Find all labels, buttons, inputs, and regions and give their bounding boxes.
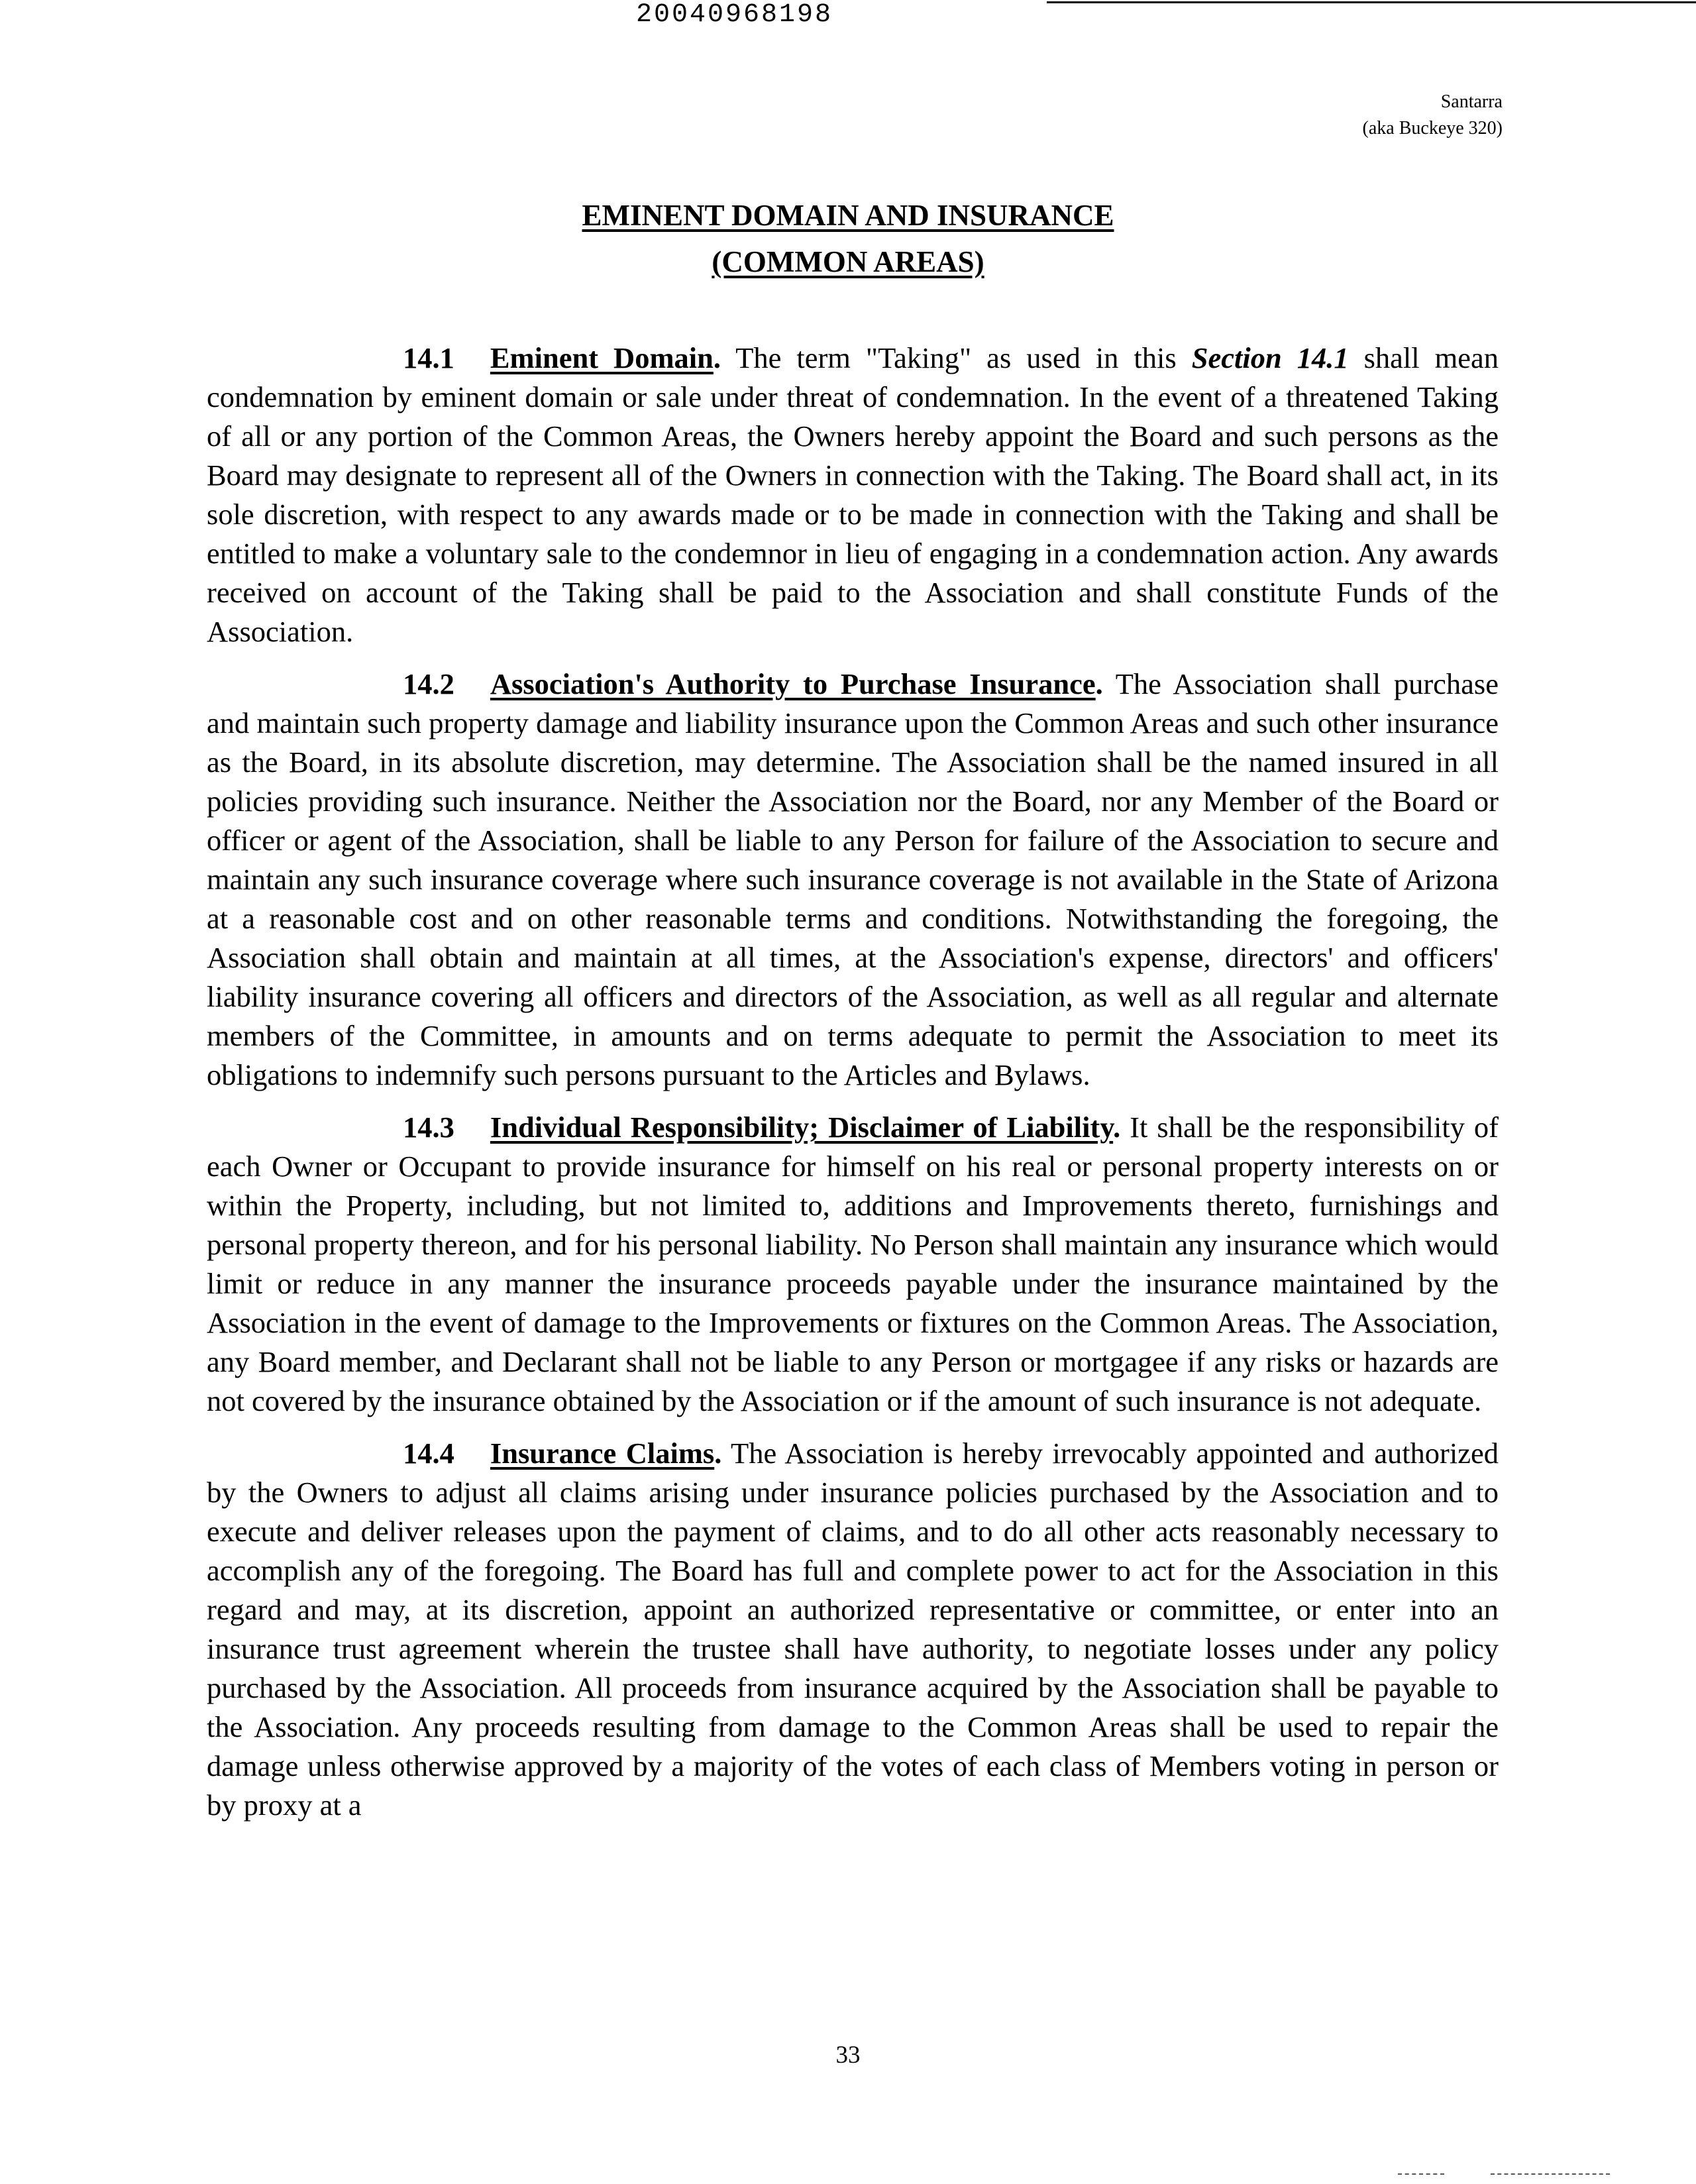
section-14-3: 14.3 Individual Responsibility; Disclaimer of Liability. It shall be the responsibility of each Owner or Occupant to provide insurance for himself on his real or personal property interests on or within the Property, including, but not limited to, additions and Improvements thereto, furnishings and personal property thereon, and for his personal liability. No Person shall maintain any insurance which would limit or reduce in any manner the insurance proceeds payable under the insurance maintained by the Association in the event of damage to the Improvements or fixtures on the Common Areas. The Association, any Board member, and Declarant shall not be liable to any Person or mortgagee if any risks or hazards are not covered by the insurance obtained by the Association or if the amount of such insurance is not adequate. <box>207 1111 1499 1417</box>
section-14-4: 14.4 Insurance Claims. The Association is hereby irrevocably appointed and authorized by the Owners to adjust all claims arising under insurance policies purchased by the Association and to execute and deliver releases upon the payment of claims, and to do all other acts reasonably necessary to accomplish any of the foregoing. The Board has full and complete power to act for the Association in this regard and may, at its discretion, appoint an authorized representative or committee, or enter into an insurance trust agreement wherein the trustee shall have authority, to negotiate losses under any policy purchased by the Association. All proceeds from insurance acquired by the Association shall be payable to the Association. Any proceeds resulting from damage to the Common Areas shall be used to repair the damage unless otherwise approved by a majority of the votes of each class of Members voting in person or by proxy at a <box>207 1437 1499 1822</box>
section-14-1: 14.1 Eminent Domain. The term "Taking" as used in this Section 14.1 shall mean condemnation by eminent domain or sale under threat of condemnation. In the event of a threatened Taking of all or any portion of the Common Areas, the Owners hereby appoint the Board and such persons as the Board may designate to represent all of the Owners in connection with the Taking. The Board shall act, in its sole discretion, with respect to any awards made or to be made in connection with the Taking and shall be entitled to make a voluntary sale to the condemnor in lieu of engaging in a condemnation action. Any awards received on account of the Taking shall be paid to the Association and shall constitute Funds of the Association. <box>207 341 1499 648</box>
top-rule-line <box>1047 1 1696 3</box>
article-title-line-2: (COMMON AREAS) <box>712 245 984 278</box>
section-number: 14.2 <box>403 667 454 700</box>
running-header <box>1363 89 1503 142</box>
section-text: The term "Taking" as used in this <box>721 341 1192 374</box>
section-cross-reference: Section 14.1 <box>1191 341 1349 374</box>
header-project-alias: (aka Buckeye 320) <box>1362 118 1503 138</box>
document-body <box>207 339 1499 1838</box>
section-text: shall mean condemnation by eminent domain or sale under threat of condemnation. In the event of a threatened Taking of all or any portion of the Common Areas, the Owners hereby appoint the Board and such persons as the Board may designate to represent all of the Owners in connection with the Taking. The Board shall act, in its sole discretion, with respect to any awards made or to be made in connection with the Taking and shall be entitled to make a voluntary sale to the condemnor in lieu of engaging in a condemnation action. Any awards received on account of the Taking shall be paid to the Association and shall constitute Funds of the Association. <box>207 341 1499 648</box>
section-heading: Association's Authority to Purchase Insurance <box>490 667 1096 700</box>
article-title <box>0 192 1696 285</box>
article-title-line-1: EMINENT DOMAIN AND INSURANCE <box>582 199 1114 232</box>
section-number: 14.3 <box>403 1111 454 1144</box>
section-text: The Association shall purchase and maintain such property damage and liability insurance upon the Common Areas and such other insurance as the Board, in its absolute discretion, may determine. The Association shall be the named insured in all policies providing such insurance. Neither the Association nor the Board, nor any Member of the Board or officer or agent of the Association, shall be liable to any Person for failure of the Association to secure and maintain any such insurance coverage where such insurance coverage is not available in the State of Arizona at a reasonable cost and on other reasonable terms and conditions. Notwithstanding the foregoing, the Association shall obtain and maintain at all times, at the Association's expense, directors' and officers' liability insurance covering all officers and directors of the Association, as well as all regular and alternate members of the Committee, in amounts and on terms adequate to permit the Association to meet its obligations to indemnify such persons pursuant to the Articles and Bylaws. <box>207 667 1499 1091</box>
section-text: The Association is hereby irrevocably appointed and authorized by the Owners to adjust all claims arising under insurance policies purchased by the Association and to execute and deliver releases upon the payment of claims, and to do all other acts reasonably necessary to accomplish any of the foregoing. The Board has full and complete power to act for the Association in this regard and may, at its discretion, appoint an authorized representative or committee, or enter into an insurance trust agreement wherein the trustee shall have authority, to negotiate losses under any policy purchased by the Association. All proceeds from insurance acquired by the Association shall be payable to the Association. Any proceeds resulting from damage to the Common Areas shall be used to repair the damage unless otherwise approved by a majority of the votes of each class of Members voting in person or by proxy at a <box>207 1437 1499 1822</box>
section-heading: Insurance Claims <box>490 1437 715 1470</box>
document-recording-number: 20040968198 <box>636 0 833 30</box>
section-heading: Eminent Domain <box>490 341 714 374</box>
header-project-name: Santarra <box>1440 91 1503 112</box>
scan-artifact-mark <box>1491 2173 1610 2175</box>
section-number: 14.1 <box>403 341 454 374</box>
section-text: It shall be the responsibility of each Owner or Occupant to provide insurance for himself on his real or personal property interests on or within the Property, including, but not limited to, additions and Improvements thereto, furnishings and personal property thereon, and for his personal liability. No Person shall maintain any insurance which would limit or reduce in any manner the insurance proceeds payable under the insurance maintained by the Association in the event of damage to the Improvements or fixtures on the Common Areas. The Association, any Board member, and Declarant shall not be liable to any Person or mortgagee if any risks or hazards are not covered by the insurance obtained by the Association or if the amount of such insurance is not adequate. <box>207 1111 1499 1417</box>
section-14-2: 14.2 Association's Authority to Purchase Insurance. The Association shall purchase and maintain such property damage and liability insurance upon the Common Areas and such other insurance as the Board, in its absolute discretion, may determine. The Association shall be the named insured in all policies providing such insurance. Neither the Association nor the Board, nor any Member of the Board or officer or agent of the Association, shall be liable to any Person for failure of the Association to secure and maintain any such insurance coverage where such insurance coverage is not available in the State of Arizona at a reasonable cost and on other reasonable terms and conditions. Notwithstanding the foregoing, the Association shall obtain and maintain at all times, at the Association's expense, directors' and officers' liability insurance covering all officers and directors of the Association, as well as all regular and alternate members of the Committee, in amounts and on terms adequate to permit the Association to meet its obligations to indemnify such persons pursuant to the Articles and Bylaws. <box>207 667 1499 1091</box>
section-number: 14.4 <box>403 1437 454 1470</box>
scan-artifact-mark <box>1398 2173 1444 2175</box>
section-heading: Individual Responsibility; Disclaimer of Liability <box>490 1111 1114 1144</box>
page-number: 33 <box>835 2042 861 2069</box>
